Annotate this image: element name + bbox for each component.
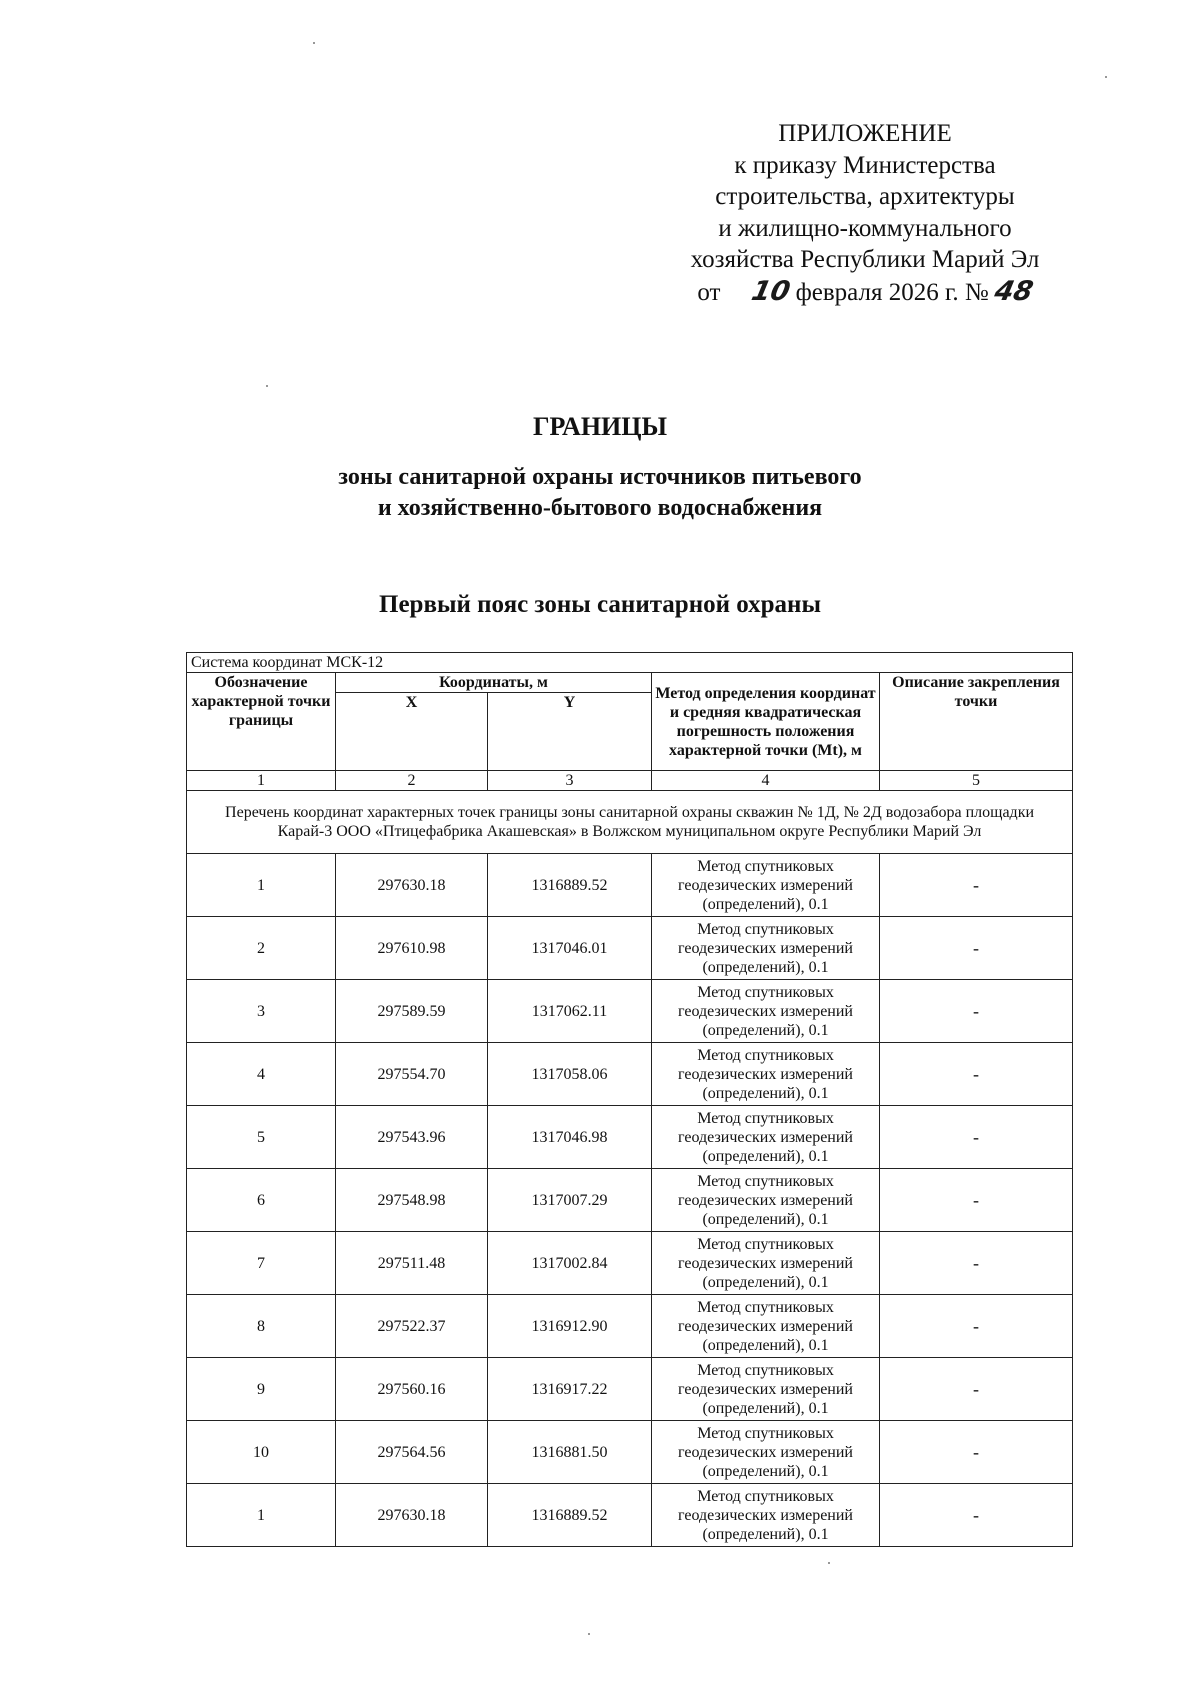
header-x: X (336, 693, 488, 771)
method-cell: Метод спутниковых геодезических измерений (определений), 0.1 (652, 1169, 880, 1232)
x-coord-cell: 297522.37 (336, 1295, 488, 1358)
column-number: 5 (880, 771, 1073, 791)
y-coord-cell: 1316881.50 (488, 1421, 652, 1484)
column-number: 1 (187, 771, 336, 791)
x-coord-cell: 297610.98 (336, 917, 488, 980)
point-id-cell: 1 (187, 854, 336, 917)
order-date-line (655, 276, 1075, 309)
document-subtitle (0, 462, 1200, 524)
subtitle-line: зоны санитарной охраны источников питьевого (338, 464, 862, 490)
point-id-cell: 9 (187, 1358, 336, 1421)
y-coord-cell: 1316912.90 (488, 1295, 652, 1358)
point-id-cell: 4 (187, 1043, 336, 1106)
coordinates-table (186, 652, 1073, 1547)
point-id-cell: 3 (187, 980, 336, 1043)
table-row (187, 1484, 1073, 1547)
x-coord-cell: 297548.98 (336, 1169, 488, 1232)
point-id-cell: 2 (187, 917, 336, 980)
date-prefix: от (697, 278, 721, 306)
method-cell: Метод спутниковых геодезических измерений (определений), 0.1 (652, 1295, 880, 1358)
appendix-line: хозяйства Республики Марий Эл (690, 246, 1040, 273)
x-coord-cell: 297589.59 (336, 980, 488, 1043)
method-cell: Метод спутниковых геодезических измерений (определений), 0.1 (652, 1358, 880, 1421)
scan-speck (266, 385, 268, 387)
header-fixing: Описание закрепления точки (880, 673, 1073, 771)
fixing-cell: - (880, 854, 1073, 917)
x-coord-cell: 297630.18 (336, 1484, 488, 1547)
fixing-cell: - (880, 980, 1073, 1043)
method-cell: Метод спутниковых геодезических измерений (определений), 0.1 (652, 1043, 880, 1106)
method-cell: Метод спутниковых геодезических измерений (определений), 0.1 (652, 1232, 880, 1295)
x-coord-cell: 297554.70 (336, 1043, 488, 1106)
scan-speck (313, 42, 315, 44)
y-coord-cell: 1317046.98 (488, 1106, 652, 1169)
method-cell: Метод спутниковых геодезических измерений (определений), 0.1 (652, 980, 880, 1043)
method-cell: Метод спутниковых геодезических измерений (определений), 0.1 (652, 1106, 880, 1169)
table-row (187, 1169, 1073, 1232)
y-coord-cell: 1317046.01 (488, 917, 652, 980)
column-number: 3 (488, 771, 652, 791)
x-coord-cell: 297543.96 (336, 1106, 488, 1169)
handwritten-day: 10 (748, 275, 793, 307)
table-row (187, 854, 1073, 917)
group-caption-row (187, 791, 1073, 854)
appendix-line: и жилищно-коммунального (718, 214, 1012, 242)
y-coord-cell: 1316889.52 (488, 1484, 652, 1547)
table-row (187, 1358, 1073, 1421)
fixing-cell: - (880, 1169, 1073, 1232)
method-cell: Метод спутниковых геодезических измерений (определений), 0.1 (652, 1484, 880, 1547)
handwritten-number: 48 (991, 275, 1036, 307)
appendix-line: к приказу Министерства (734, 151, 996, 179)
point-id-cell: 10 (187, 1421, 336, 1484)
method-cell: Метод спутниковых геодезических измерений (определений), 0.1 (652, 1421, 880, 1484)
appendix-block (655, 118, 1075, 308)
y-coord-cell: 1317007.29 (488, 1169, 652, 1232)
header-method: Метод определения координат и средняя квадратическая погрешность положения характерной точки (Mt), м (652, 673, 880, 771)
scan-speck (828, 1562, 830, 1564)
point-id-cell: 1 (187, 1484, 336, 1547)
x-coord-cell: 297630.18 (336, 854, 488, 917)
x-coord-cell: 297560.16 (336, 1358, 488, 1421)
fixing-cell: - (880, 1421, 1073, 1484)
table-row (187, 980, 1073, 1043)
fixing-cell: - (880, 1106, 1073, 1169)
y-coord-cell: 1316917.22 (488, 1358, 652, 1421)
document-title: ГРАНИЦЫ (532, 412, 668, 441)
appendix-line: строительства, архитектуры (715, 183, 1015, 210)
x-coord-cell: 297564.56 (336, 1421, 488, 1484)
header-coords: Координаты, м (336, 673, 652, 693)
table-row (187, 1106, 1073, 1169)
scan-speck (588, 1633, 590, 1635)
date-text: февраля 2026 г. № (795, 278, 989, 306)
fixing-cell: - (880, 1043, 1073, 1106)
table-row (187, 917, 1073, 980)
header-y: Y (488, 693, 652, 771)
table-row (187, 1295, 1073, 1358)
column-number-row (187, 771, 1073, 791)
column-number: 2 (336, 771, 488, 791)
column-number: 4 (652, 771, 880, 791)
fixing-cell: - (880, 1358, 1073, 1421)
subtitle-line: и хозяйственно-бытового водоснабжения (377, 495, 823, 521)
header-point: Обозначение характерной точки границы (187, 673, 336, 771)
x-coord-cell: 297511.48 (336, 1232, 488, 1295)
table-row (187, 1043, 1073, 1106)
fixing-cell: - (880, 1232, 1073, 1295)
section-title: Первый пояс зоны санитарной охраны (379, 591, 821, 618)
coord-system-label: Система координат МСК-12 (187, 653, 1073, 673)
fixing-cell: - (880, 1484, 1073, 1547)
point-id-cell: 6 (187, 1169, 336, 1232)
table-row (187, 1232, 1073, 1295)
fixing-cell: - (880, 917, 1073, 980)
point-id-cell: 5 (187, 1106, 336, 1169)
table-row (187, 1421, 1073, 1484)
method-cell: Метод спутниковых геодезических измерений (определений), 0.1 (652, 854, 880, 917)
y-coord-cell: 1316889.52 (488, 854, 652, 917)
method-cell: Метод спутниковых геодезических измерений (определений), 0.1 (652, 917, 880, 980)
fixing-cell: - (880, 1295, 1073, 1358)
point-id-cell: 8 (187, 1295, 336, 1358)
y-coord-cell: 1317062.11 (488, 980, 652, 1043)
scan-speck (1105, 76, 1107, 78)
y-coord-cell: 1317058.06 (488, 1043, 652, 1106)
appendix-heading: ПРИЛОЖЕНИЕ (778, 120, 952, 147)
point-id-cell: 7 (187, 1232, 336, 1295)
y-coord-cell: 1317002.84 (488, 1232, 652, 1295)
group-caption: Перечень координат характерных точек границы зоны санитарной охраны скважин № 1Д, № 2Д водозабора площадки Карай-3 ООО «Птицефабрика Акашевская» в Волжском муниципальном округе Республики Марий Эл (187, 791, 1073, 854)
